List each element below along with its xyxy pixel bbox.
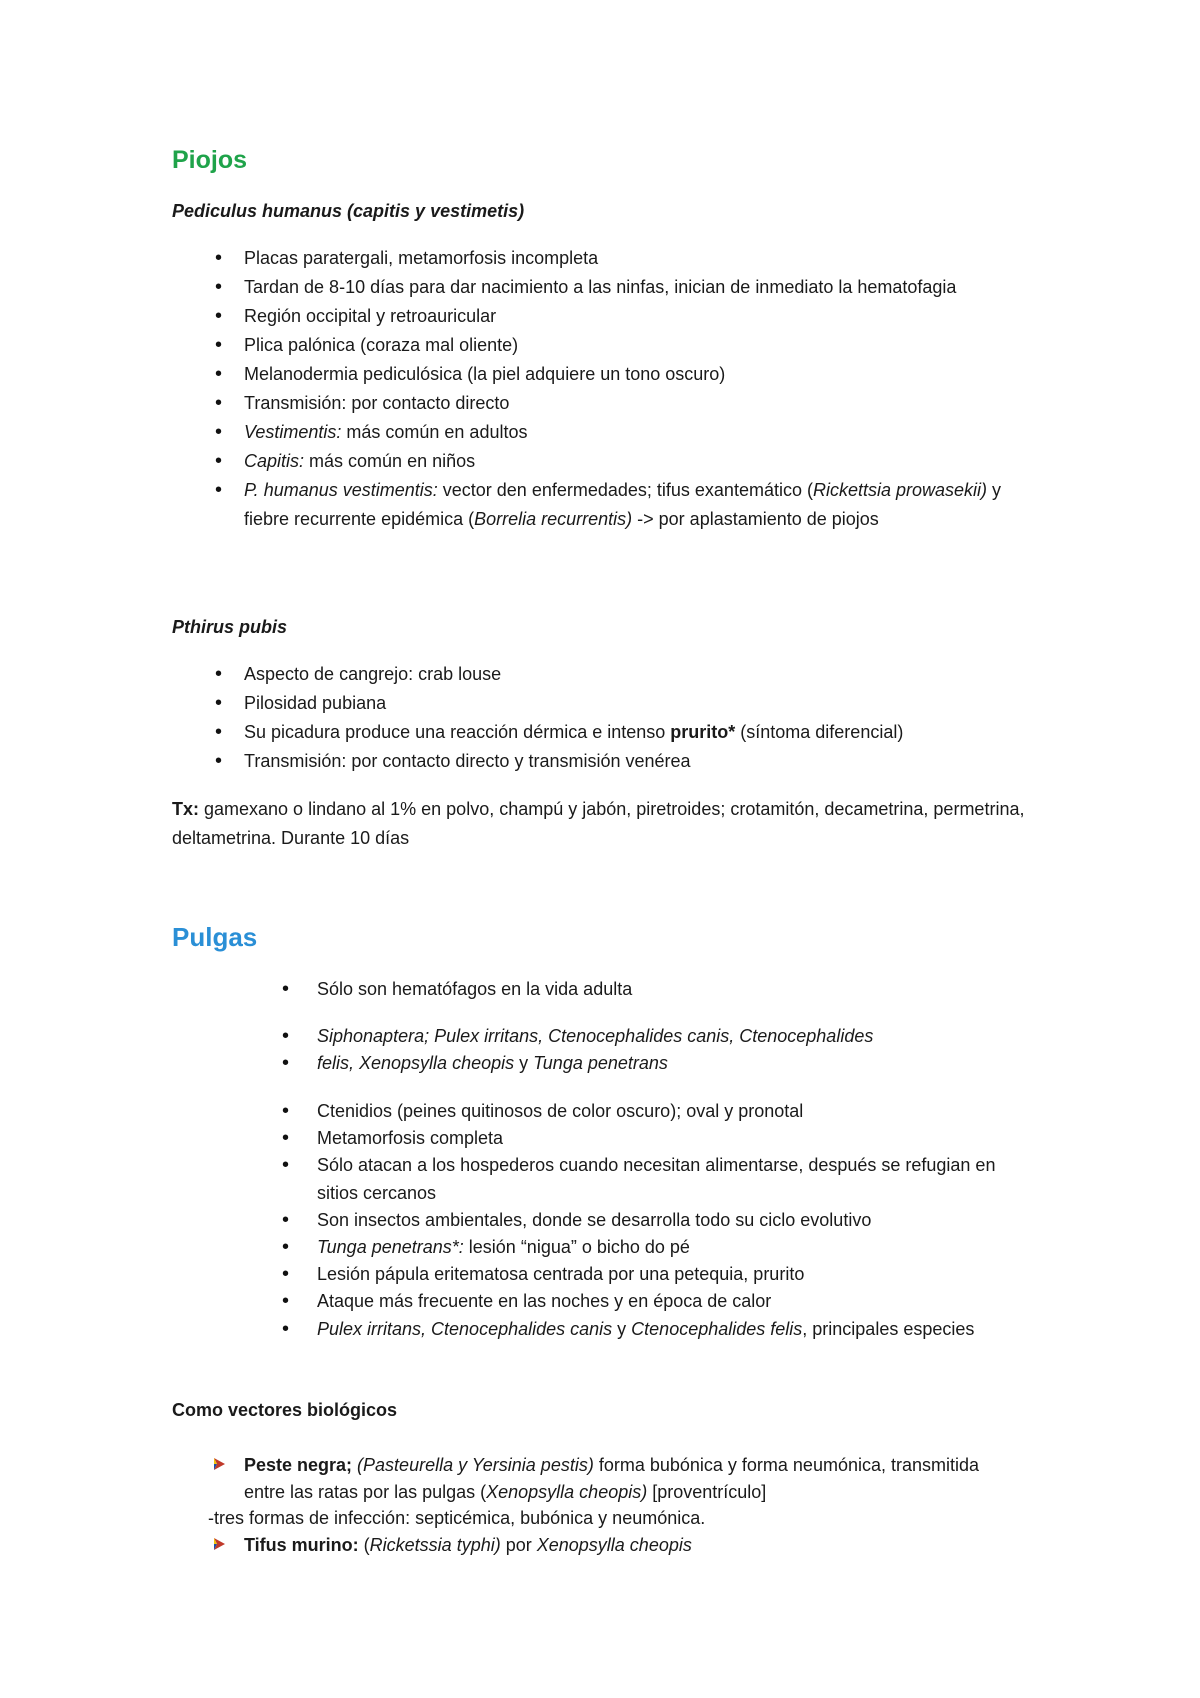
peste-species: Xenopsylla cheopis) xyxy=(486,1482,648,1502)
tifus-text: ( xyxy=(358,1535,370,1555)
capitis-label: Capitis: xyxy=(244,451,305,471)
species-text: Pulex irritans, Ctenocephalides canis xyxy=(317,1318,613,1339)
capitis-text: más común en niños xyxy=(304,451,476,471)
list-item: • Lesión pápula eritematosa centrada por una petequia, prurito xyxy=(317,1261,1037,1288)
rickettsia-name: Rickettsia prowasekii) xyxy=(812,480,988,500)
species-text: y xyxy=(514,1053,534,1074)
list-item: • Ataque más frecuente en las noches y en época de calor xyxy=(317,1288,1037,1315)
tx-paragraph xyxy=(172,795,1052,853)
arrow-bullet-icon xyxy=(212,1537,226,1551)
list-item xyxy=(317,1050,1037,1077)
list-item: • Sólo son hematófagos en la vida adulta xyxy=(317,976,1037,1003)
vector-text: vector den enfermedades; tifus exantemático ( xyxy=(437,480,813,500)
list-item: • Ctenidios (peines quitinosos de color oscuro); oval y pronotal xyxy=(317,1098,1037,1125)
list-item xyxy=(317,1023,1037,1050)
species-text: Ctenocephalides felis xyxy=(631,1318,803,1339)
list-item: • Placas paratergali, metamorfosis incompleta xyxy=(244,244,1024,273)
pthirus-text: Su picadura produce una reacción dérmica e intenso xyxy=(244,722,671,742)
peste-species: (Pasteurella y Yersinia pestis) xyxy=(352,1455,594,1475)
pulgas-species-list xyxy=(317,1023,1037,1077)
pulgas-list-1 xyxy=(317,976,1037,1003)
tifus-item xyxy=(244,1532,1004,1559)
list-item: • Región occipital y retroauricular xyxy=(244,302,1024,331)
list-item: • Plica palónica (coraza mal oliente) xyxy=(244,331,1024,360)
tx-label: Tx: xyxy=(172,799,199,819)
species-text: y xyxy=(612,1318,632,1339)
peste-label: Peste negra; xyxy=(244,1455,353,1475)
species-text: Siphonaptera; Pulex irritans, Ctenocephalides canis, Ctenocephalides xyxy=(317,1026,874,1046)
list-item xyxy=(317,1234,1037,1261)
list-item: • Sólo atacan a los hospederos cuando necesitan alimentarse, después se refugian en sitios cercanos xyxy=(317,1152,1037,1206)
peste-text: forma bubónica y forma neumónica, transmitida entre las ratas por las pulgas ( xyxy=(244,1455,980,1502)
vestimentis-label: Vestimentis: xyxy=(244,422,342,442)
species-text: felis, Xenopsylla cheopis xyxy=(317,1053,515,1074)
tx-text: gamexano o lindano al 1% en polvo, champú y jabón, piretroides; crotamitón, decametrina, permetrina, deltametrina. Durante 10 días xyxy=(172,799,1025,848)
list-item xyxy=(317,1316,1037,1343)
formas-line: -tres formas de infección: septicémica, bubónica y neumónica. xyxy=(208,1508,706,1528)
list-item: • Tardan de 8-10 días para dar nacimiento a las ninfas, inician de inmediato la hematofagia xyxy=(244,273,1024,302)
prurito-bold: prurito* xyxy=(670,722,736,742)
list-item xyxy=(244,476,1024,534)
peste-item xyxy=(244,1452,1004,1506)
tunga-label: Tunga penetrans*: xyxy=(317,1237,464,1258)
subheading-pediculus: Pediculus humanus (capitis y vestimetis) xyxy=(172,201,525,221)
tifus-species: Ricketssia typhi) xyxy=(369,1535,501,1555)
tunga-text: lesión “nigua” o bicho do pé xyxy=(463,1237,690,1258)
tifus-label: Tifus murino: xyxy=(244,1535,359,1555)
vestimentis-text: más común en adultos xyxy=(341,422,528,442)
list-item: • Transmisión: por contacto directo xyxy=(244,389,1024,418)
vector-text: y fiebre recurrente epidémica ( xyxy=(244,480,1002,529)
borrelia-name: Borrelia recurrentis) xyxy=(474,509,633,529)
section-title-pulgas: Pulgas xyxy=(172,922,258,952)
pulgas-list-2 xyxy=(317,1098,1037,1343)
vector-text: -> por aplastamiento de piojos xyxy=(632,509,879,529)
peste-text: [proventrículo] xyxy=(647,1482,767,1502)
list-item xyxy=(244,418,1024,447)
list-item: • Son insectos ambientales, donde se desarrolla todo su ciclo evolutivo xyxy=(317,1207,1037,1234)
tifus-text: por xyxy=(500,1535,537,1555)
list-item: • Metamorfosis completa xyxy=(317,1125,1037,1152)
subheading-vectores: Como vectores biológicos xyxy=(172,1400,398,1420)
pediculus-list xyxy=(244,244,1024,534)
arrow-bullet-icon xyxy=(212,1457,226,1471)
list-item: • Transmisión: por contacto directo y transmisión venérea xyxy=(244,747,1024,776)
list-item xyxy=(244,447,1024,476)
pthirus-text: (síntoma diferencial) xyxy=(735,722,904,742)
pthirus-list xyxy=(244,660,1024,776)
tifus-species: Xenopsylla cheopis xyxy=(536,1535,692,1555)
list-item: • Pilosidad pubiana xyxy=(244,689,1024,718)
section-title-piojos: Piojos xyxy=(172,146,248,174)
list-item: • Melanodermia pediculósica (la piel adquiere un tono oscuro) xyxy=(244,360,1024,389)
species-text: Tunga penetrans xyxy=(533,1053,668,1074)
list-item: • Aspecto de cangrejo: crab louse xyxy=(244,660,1024,689)
species-text: , principales especies xyxy=(802,1318,975,1339)
list-item xyxy=(244,718,1024,747)
vector-label: P. humanus vestimentis: xyxy=(244,480,438,500)
subheading-pthirus: Pthirus pubis xyxy=(172,617,288,637)
